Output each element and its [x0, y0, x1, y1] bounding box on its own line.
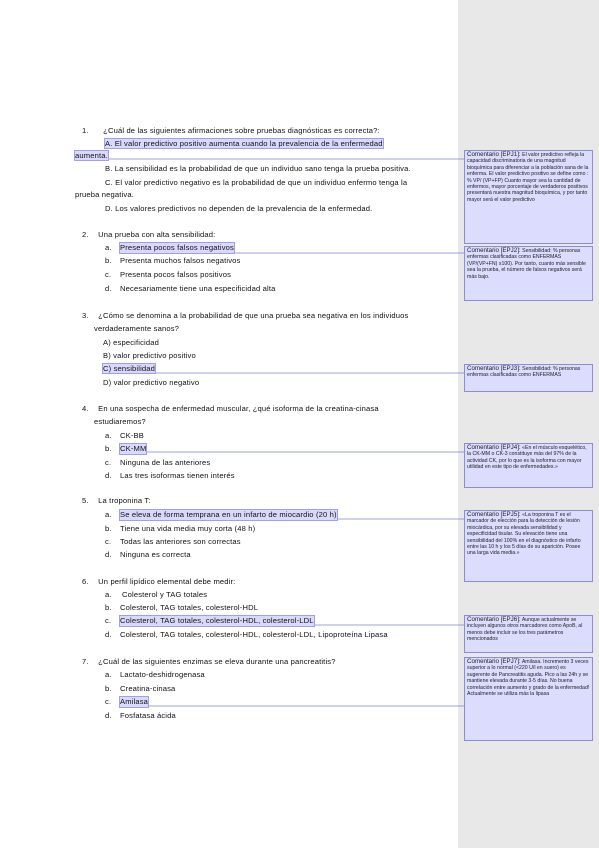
- comment-epj2[interactable]: [464, 246, 593, 301]
- option-2b: [105, 256, 241, 266]
- question-3-line2: verdaderamente sanos?: [94, 324, 180, 333]
- option-3b: B) valor predictivo positivo: [103, 351, 196, 360]
- comment-body: Aunque actualmente se incluyen algunos otros marcadores como ApoB, al menos debe incluir se los tres parámetros mencionados: [467, 617, 583, 643]
- option-letter: a.: [105, 590, 112, 599]
- comment-epj6[interactable]: [464, 615, 593, 653]
- question-text: La troponina T:: [98, 496, 151, 505]
- option-4a: [105, 431, 144, 441]
- option-text: Presenta pocos falsos negativos: [120, 243, 234, 252]
- option-2d: [105, 284, 276, 294]
- comment-epj7[interactable]: [464, 657, 593, 741]
- comment-body: Sensibilidad: % personas enfermas clasificadas como ENFERMAS: [467, 366, 581, 379]
- option-text: Colesterol, TAG totales, colesterol-HDL, colesterol-LDL, Lipoproteína Lipasa: [120, 630, 388, 639]
- option-text: Colesterol y TAG totales: [122, 590, 208, 599]
- option-text: C) sensibilidad: [103, 364, 156, 373]
- option-7d: [105, 711, 176, 721]
- question-2: [82, 230, 215, 240]
- option-text: Se eleva de forma temprana en un infarto de miocardio (20 h): [120, 510, 337, 519]
- comment-body: Amilasa. Incremento 3 veces superior a lo normal (<220 U/l en suero) es sugerente de Pancreatitis aguda. Pico a las 24h y se mantiene elevada durante 3-5 días. No buena correlación entre aumento y grado de la enfermedad! Actualmente se utiliza más la lipasa: [467, 659, 590, 698]
- answer-text: A. El valor predictivo positivo aumenta cuando la prevalencia de la enfermedad: [105, 139, 383, 148]
- answer-1c-line2: prueba negativa.: [75, 190, 134, 199]
- comment-header: Comentario [EPJ6]:: [467, 616, 521, 623]
- question-number: 5.: [82, 496, 89, 505]
- comment-epj4[interactable]: [464, 443, 593, 488]
- option-6c: [105, 616, 314, 626]
- comment-header: Comentario [EPJ7]:: [467, 658, 521, 665]
- comment-header: Comentario [EPJ3]:: [467, 365, 521, 372]
- question-number: 4.: [82, 404, 89, 413]
- answer-1a-line2: [75, 151, 108, 161]
- option-text: Presenta muchos falsos negativos: [120, 256, 241, 265]
- option-text: Colesterol, TAG totales, colesterol-HDL: [120, 603, 259, 612]
- answer-text: aumenta.: [75, 151, 108, 160]
- option-letter: b.: [105, 444, 112, 453]
- question-text: Una prueba con alta sensibilidad:: [98, 230, 216, 239]
- option-7b: [105, 684, 176, 694]
- question-text: En una sospecha de enfermedad muscular, ¿qué isoforma de la creatina-cinasa: [98, 404, 379, 413]
- option-text: Ninguna de las anteriores: [120, 458, 211, 467]
- comment-epj1[interactable]: [464, 150, 593, 244]
- question-number: 2.: [82, 230, 89, 239]
- question-number: 6.: [82, 577, 89, 586]
- option-letter: c.: [105, 616, 112, 625]
- option-7a: [105, 670, 205, 680]
- answer-1a-line1: [105, 139, 383, 149]
- option-text: Todas las anteriores son correctas: [120, 537, 241, 546]
- answer-1c-line1: C. El valor predictivo negativo es la probabilidad de que un individuo enfermo tenga la: [105, 178, 408, 187]
- question-4-line2: estudiaremos?: [94, 417, 146, 426]
- answer-1d: D. Los valores predictivos no dependen de la prevalencia de la enfermedad.: [105, 204, 373, 213]
- question-number: 1.: [82, 126, 89, 135]
- option-3c: [103, 364, 155, 374]
- option-4d: [105, 471, 235, 481]
- option-letter: a.: [105, 510, 112, 519]
- option-2c: [105, 270, 232, 280]
- option-text: Colesterol, TAG totales, colesterol-HDL, colesterol-LDL: [120, 616, 314, 625]
- question-5: [82, 496, 151, 506]
- option-text: CK-BB: [120, 431, 144, 440]
- option-2a: [105, 243, 234, 253]
- option-letter: a.: [105, 431, 112, 440]
- option-text: Las tres isoformas tienen interés: [120, 471, 235, 480]
- question-3-line1: [82, 311, 408, 321]
- question-text: ¿Cuál de las siguientes afirmaciones sobre pruebas diagnósticas es correcta?:: [103, 126, 380, 135]
- option-letter: a.: [105, 670, 112, 679]
- option-letter: b.: [105, 684, 112, 693]
- answer-1b: B. La sensibilidad es la probabilidad de que un individuo sano tenga la prueba positiva.: [105, 164, 411, 173]
- option-text: Ninguna es correcta: [120, 550, 191, 559]
- option-letter: a.: [105, 243, 112, 252]
- comment-body: «En el músculo esquelético, la CK-MM o CK-3 constituye más del 97% de la actividad CK, por lo que es la isoforma con mayor utilidad en este tipo de enfermedades.»: [467, 445, 587, 471]
- option-letter: b.: [105, 603, 112, 612]
- comment-header: Comentario [EPJ4]:: [467, 444, 521, 451]
- option-5a: [105, 510, 337, 520]
- option-letter: b.: [105, 256, 112, 265]
- option-letter: b.: [105, 524, 112, 533]
- option-6d: [105, 630, 388, 640]
- option-5b: [105, 524, 256, 534]
- option-text: Lactato-deshidrogenasa: [120, 670, 205, 679]
- option-letter: c.: [105, 458, 112, 467]
- comment-epj3[interactable]: [464, 364, 593, 392]
- option-letter: d.: [105, 550, 112, 559]
- question-text: ¿Cómo se denomina a la probabilidad de que una prueba sea negativa en los individuos: [98, 311, 409, 320]
- option-letter: c.: [105, 537, 112, 546]
- option-4b: [105, 444, 147, 454]
- question-text: Un perfil lipídico elemental debe medir:: [98, 577, 236, 586]
- option-7c: [105, 697, 149, 707]
- option-3a: A) especificidad: [103, 338, 160, 347]
- option-text: Presenta pocos falsos positivos: [120, 270, 232, 279]
- question-4-line1: [82, 404, 379, 414]
- option-4c: [105, 458, 211, 468]
- comment-header: Comentario [EPJ1]:: [467, 151, 521, 158]
- option-6b: [105, 603, 259, 613]
- question-number: 7.: [82, 657, 89, 666]
- comment-body: Sensibilidad: % personas enfermas clasificadas como ENFERMAS (VP/(VP+FN) x100). Por tanto, cuanto más sensible sea la prueba, el número de falsos negativos será más bajo.: [467, 248, 586, 280]
- option-letter: d.: [105, 711, 112, 720]
- comment-body: «La troponina T es el marcador de elección para la detección de lesión miocárdica, por su elevada sensibilidad y especificidad tisular. Su elevación tiene una sensibilidad del 100% en el diagnóstico de infarto entre las 10 h y los 5 días de su aparición. Posee una larga vida media.»: [467, 512, 581, 557]
- option-text: Amilasa: [120, 697, 149, 706]
- option-text: Necesariamente tiene una especificidad alta: [120, 284, 276, 293]
- option-6a: [105, 590, 208, 600]
- comment-header: Comentario [EPJ5]:: [467, 511, 521, 518]
- comment-header: Comentario [EPJ2]:: [467, 247, 521, 254]
- option-letter: d.: [105, 471, 112, 480]
- option-5d: [105, 550, 191, 560]
- option-text: Creatina-cinasa: [120, 684, 176, 693]
- option-letter: d.: [105, 630, 112, 639]
- question-6: [82, 577, 235, 587]
- option-5c: [105, 537, 241, 547]
- option-3d: D) valor predictivo negativo: [103, 378, 200, 387]
- option-text: CK-MM: [120, 444, 147, 453]
- question-7: [82, 657, 336, 667]
- option-letter: d.: [105, 284, 112, 293]
- comment-epj5[interactable]: [464, 510, 593, 582]
- option-text: Fosfatasa ácida: [120, 711, 176, 720]
- option-text: Tiene una vida media muy corta (48 h): [120, 524, 256, 533]
- question-1: [82, 126, 380, 136]
- question-text: ¿Cuál de las siguientes enzimas se eleva durante una pancreatitis?: [98, 657, 336, 666]
- option-letter: c.: [105, 697, 112, 706]
- option-letter: c.: [105, 270, 112, 279]
- question-number: 3.: [82, 311, 89, 320]
- comment-body: El valor predictivo refleja la capacidad discriminatoria de una magnitud bioquímica para diferenciar a la población sana de la enferma. El valor predictivo positivo se define como : % VP/ (VP+FP) Cuanto mayor sea la cantidad de enfermos, mayor porcentaje de verdaderos positivos presentará nuestra magnitud bioquímica, y por tanto mayor será el valor predictivo: [467, 152, 589, 203]
